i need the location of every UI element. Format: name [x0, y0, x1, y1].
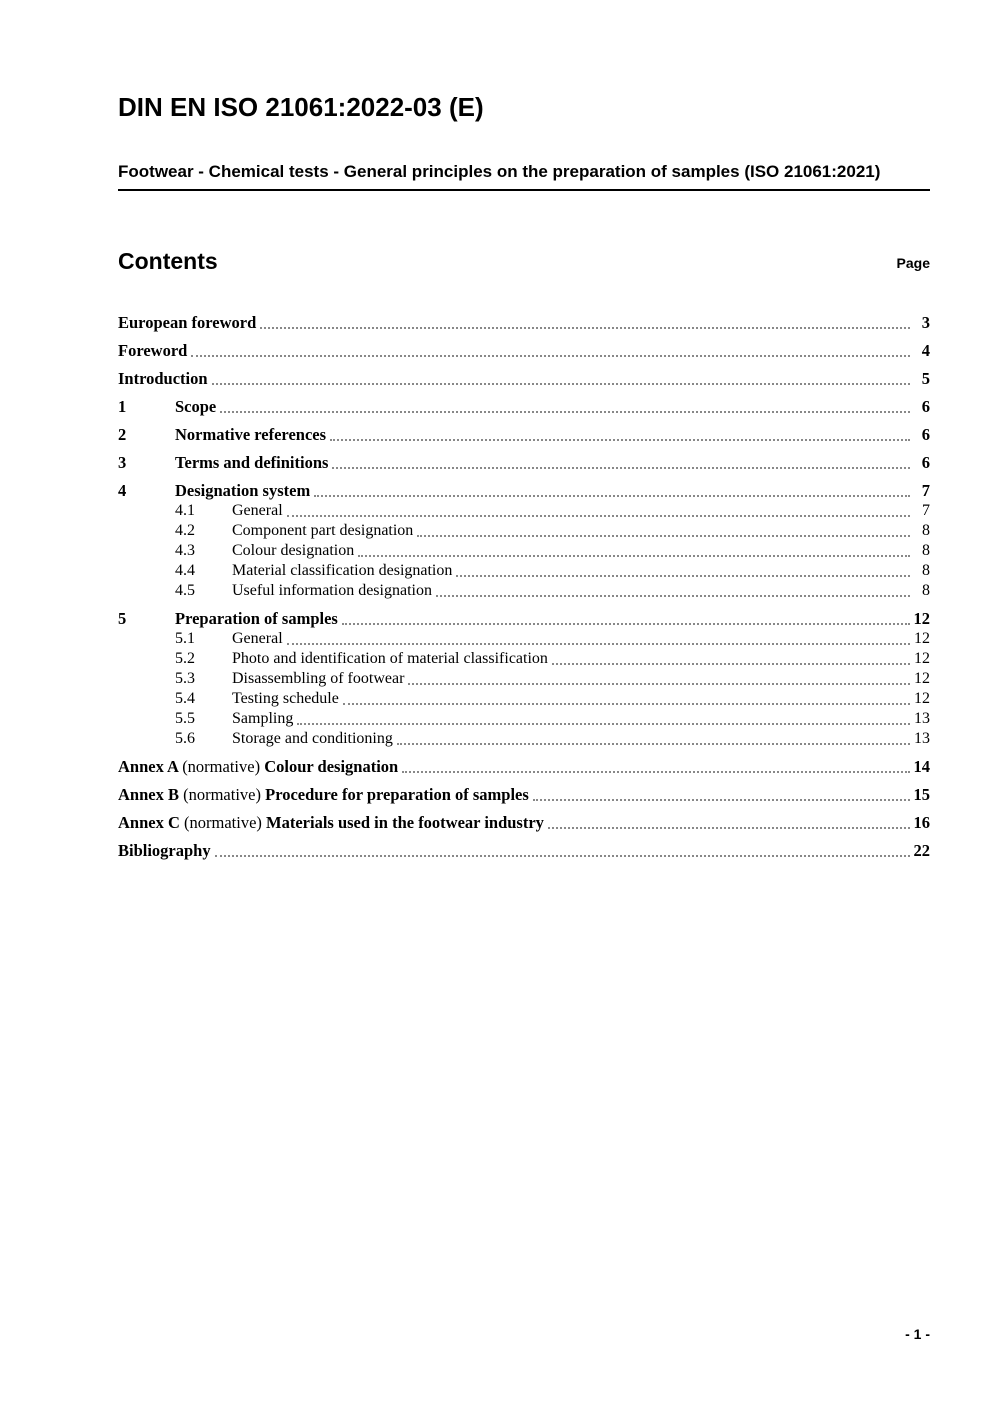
toc-entry	[118, 341, 930, 361]
toc-entry-label: Disassembling of footwear	[232, 670, 405, 687]
toc-entry-page: 8	[922, 562, 930, 579]
toc-entry-label: Testing schedule	[232, 690, 339, 707]
toc-entry-number: 5	[118, 609, 127, 628]
toc-entry-label: Component part designation	[232, 522, 414, 539]
toc-entry-label	[118, 813, 544, 833]
toc-leader-dots	[452, 561, 912, 581]
toc-entry-number: 4.4	[175, 562, 195, 579]
toc-entry-label: Scope	[175, 397, 217, 416]
footer-page-number: - 1 -	[905, 1326, 930, 1342]
toc-entry-number: 5.5	[175, 710, 195, 727]
toc-entry-page: 8	[922, 582, 930, 599]
toc-entry-page: 8	[922, 522, 930, 539]
toc-entry-label: Normative references	[175, 425, 327, 444]
toc-entry-label	[118, 785, 529, 805]
toc-entry-page: 12	[914, 670, 930, 687]
toc-entry-label: General	[232, 502, 283, 519]
toc-entry-number: 4.5	[175, 582, 195, 599]
toc-entry-number: 4.3	[175, 542, 195, 559]
toc-entry	[118, 785, 930, 805]
toc-entry	[118, 397, 930, 417]
toc-leader-dots	[339, 689, 912, 709]
toc-leader-dots	[432, 581, 912, 601]
toc-entry-number: 3	[118, 453, 127, 472]
toc-entry-label: Sampling	[232, 710, 294, 727]
toc-entry-page: 12	[914, 690, 930, 707]
toc-entry-label: Foreword	[118, 341, 188, 360]
contents-heading: Contents	[118, 248, 218, 274]
toc-entry-label-prefix: Annex A	[118, 757, 183, 776]
toc-entry	[118, 649, 930, 669]
toc-entry	[118, 709, 930, 729]
toc-entry-page: 12	[914, 650, 930, 667]
toc-entry-page: 16	[913, 813, 930, 832]
toc-entry-label: Terms and definitions	[175, 453, 329, 472]
toc-entry	[118, 453, 930, 473]
toc-leader-dots	[398, 757, 912, 777]
toc-leader-dots	[529, 785, 912, 805]
toc-entry-page: 7	[922, 502, 930, 519]
toc-leader-dots	[544, 813, 912, 833]
toc-entry	[118, 581, 930, 601]
toc-entry-label: Photo and identification of material classification	[232, 650, 548, 667]
toc-entry-label-qualifier: (normative)	[182, 757, 265, 776]
toc-leader-dots	[187, 341, 912, 361]
toc-entry-label: European foreword	[118, 313, 257, 332]
toc-entry-page: 14	[913, 757, 930, 776]
toc-entry	[118, 813, 930, 833]
toc-entry	[118, 757, 930, 777]
toc-entry-number: 1	[118, 397, 127, 416]
toc-leader-dots	[548, 649, 912, 669]
toc-entry-number: 2	[118, 425, 127, 444]
toc-entry	[118, 629, 930, 649]
toc-entry-page: 7	[921, 481, 930, 500]
toc-entry-number: 5.4	[175, 690, 195, 707]
toc-entry-page: 8	[922, 542, 930, 559]
toc-entry	[118, 501, 930, 521]
toc-entry-number: 4	[118, 481, 127, 500]
toc-entry-page: 15	[913, 785, 930, 804]
toc-entry	[118, 669, 930, 689]
toc-entry	[118, 521, 930, 541]
toc-entry-page: 12	[914, 630, 930, 647]
toc-entry-page: 13	[914, 710, 930, 727]
document-title: Footwear - Chemical tests - General principles on the preparation of samples (ISO 21061:2021)	[118, 161, 930, 191]
toc-entry-label-prefix: Annex B	[118, 785, 184, 804]
toc-entry-page: 3	[921, 313, 930, 332]
toc-leader-dots	[208, 369, 912, 389]
toc-leader-dots	[293, 709, 912, 729]
toc-entry	[118, 689, 930, 709]
toc-entry-label-title: Procedure for preparation of samples	[265, 785, 529, 804]
contents-header	[118, 248, 930, 274]
toc-entry-page: 12	[913, 609, 930, 628]
toc-entry-label: Introduction	[118, 369, 208, 388]
toc-entry-label: Useful information designation	[232, 582, 432, 599]
toc-entry-number: 4.2	[175, 522, 195, 539]
toc-entry-label-prefix: Annex C	[118, 813, 185, 832]
toc-entry-label-title: Materials used in the footwear industry	[266, 813, 544, 832]
toc-entry-label: General	[232, 630, 283, 647]
page-column-label: Page	[896, 255, 930, 271]
toc-leader-dots	[404, 669, 912, 689]
toc-leader-dots	[393, 729, 912, 749]
toc-leader-dots	[338, 609, 912, 629]
toc-entry-number: 5.1	[175, 630, 195, 647]
toc-entry-number: 5.6	[175, 730, 195, 747]
toc-leader-dots	[283, 501, 912, 521]
toc-leader-dots	[328, 453, 912, 473]
toc-leader-dots	[354, 541, 912, 561]
toc-entry-label: Bibliography	[118, 841, 211, 860]
toc-entry	[118, 729, 930, 749]
toc-entry-number: 4.1	[175, 502, 195, 519]
toc-entry-page: 5	[921, 369, 930, 388]
toc-entry-number: 5.2	[175, 650, 195, 667]
toc-leader-dots	[413, 521, 912, 541]
toc-entry-label: Colour designation	[232, 542, 355, 559]
toc-entry	[118, 481, 930, 501]
toc-leader-dots	[310, 481, 912, 501]
table-of-contents	[118, 313, 930, 861]
toc-leader-dots	[216, 397, 912, 417]
toc-entry-page: 6	[921, 453, 930, 472]
toc-entry-label-qualifier: (normative)	[184, 813, 267, 832]
toc-entry-label	[118, 757, 398, 777]
toc-entry	[118, 425, 930, 445]
toc-leader-dots	[256, 313, 912, 333]
toc-entry	[118, 561, 930, 581]
toc-leader-dots	[211, 841, 912, 861]
toc-entry-label: Material classification designation	[232, 562, 453, 579]
toc-entry-page: 6	[921, 397, 930, 416]
document-number: DIN EN ISO 21061:2022-03 (E)	[118, 92, 484, 122]
toc-entry-label: Storage and conditioning	[232, 730, 393, 747]
toc-entry-label-title: Colour designation	[264, 757, 399, 776]
toc-entry-number: 5.3	[175, 670, 195, 687]
toc-entry	[118, 841, 930, 861]
toc-entry-label: Preparation of samples	[175, 609, 338, 628]
toc-leader-dots	[283, 629, 912, 649]
toc-entry-label-qualifier: (normative)	[183, 785, 266, 804]
toc-entry-page: 4	[921, 341, 930, 360]
toc-entry-page: 22	[913, 841, 930, 860]
toc-entry	[118, 369, 930, 389]
toc-entry-page: 6	[921, 425, 930, 444]
toc-entry-label: Designation system	[175, 481, 311, 500]
toc-entry-page: 13	[914, 730, 930, 747]
toc-entry	[118, 541, 930, 561]
toc-entry	[118, 609, 930, 629]
toc-leader-dots	[326, 425, 912, 445]
toc-entry	[118, 313, 930, 333]
